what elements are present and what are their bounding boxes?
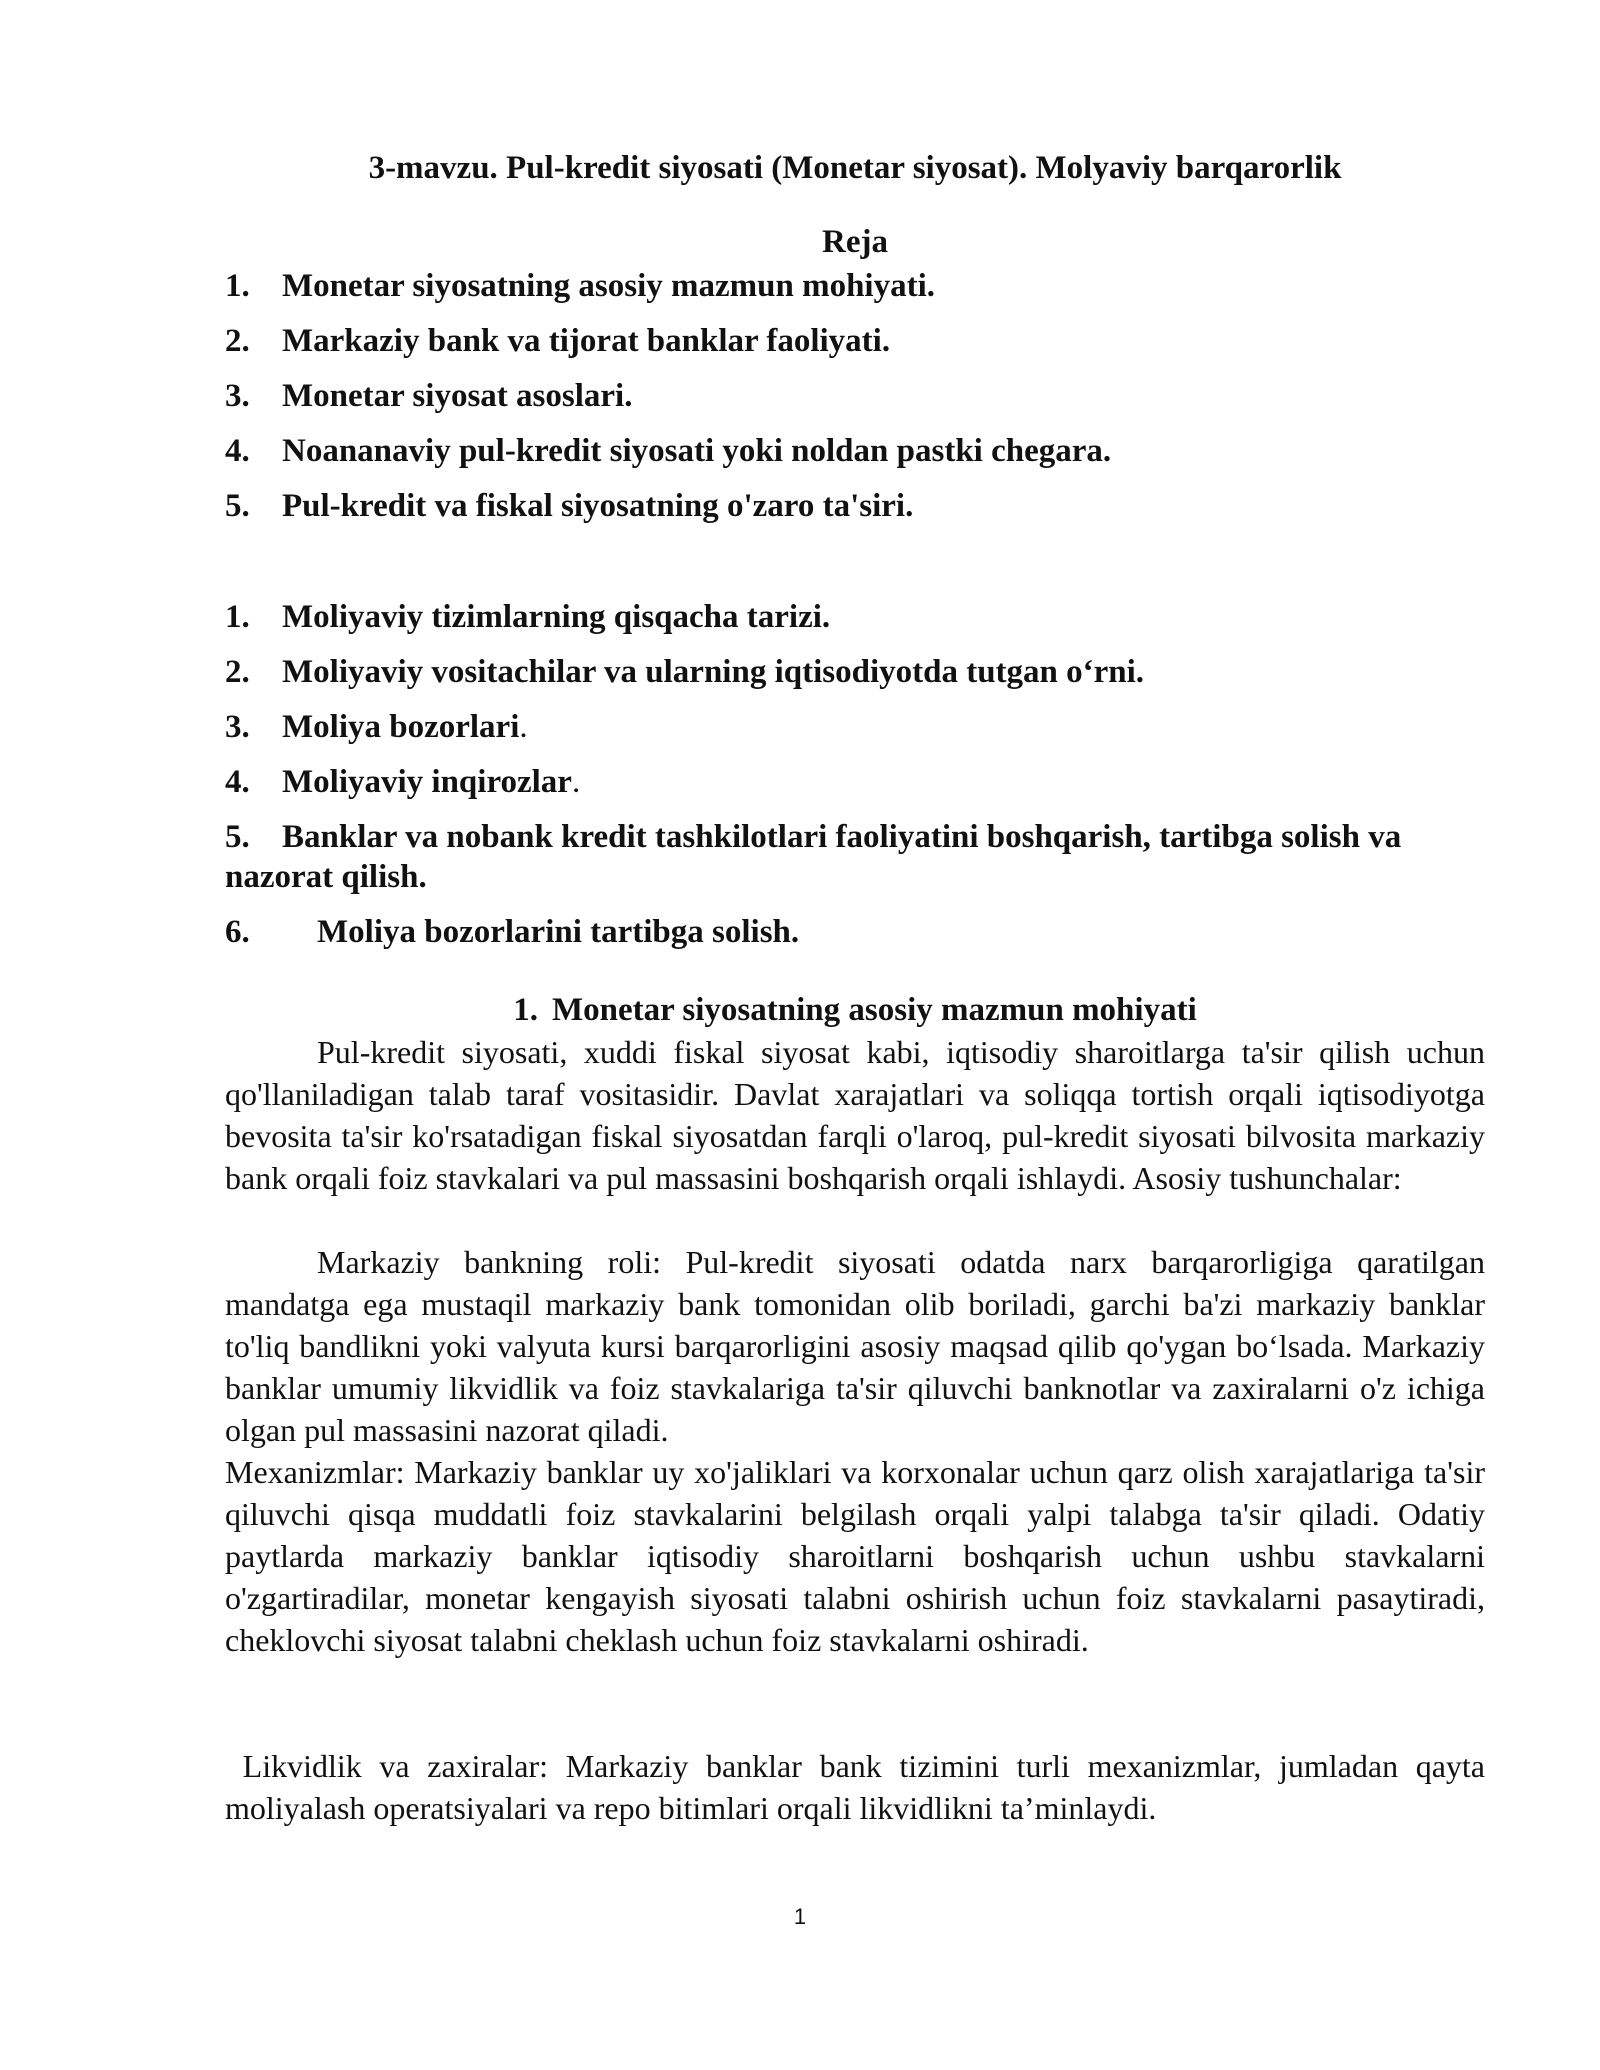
list-item-number: 3. [225,709,250,745]
list-item-number: 4. [225,433,250,469]
list-item [225,652,1485,707]
list-item-number: 6. [225,914,250,950]
list-item-text: Moliyaviy vositachilar va ularning iqtisodiyotda tutgan o‘rni. [282,654,1145,690]
list-item [225,266,1485,321]
list-item-text: Moliya bozorlari. [282,709,528,745]
list-item-number: 2. [225,654,250,690]
section-heading [225,990,1485,1030]
plan-list-financial [225,597,1485,967]
body-paragraph: Markaziy bankning roli: Pul-kredit siyosati odatda narx barqarorligiga qaratilgan mandatga ega mustaqil markaziy bank tomonidan olib boriladi, garchi ba'zi markaziy banklar to'liq bandlikni yoki valyuta kursi barqarorligini asosiy maqsad qilib qo'ygan bo‘lsada. Markaziy banklar umumiy likvidlik va foiz stavkalariga ta'sir qiluvchi banknotlar va zaxiralarni o'z ichiga olgan pul massasini nazorat qiladi. [225,1244,1485,1448]
list-item-text: Moliyaviy inqirozlar. [282,764,581,800]
list-item [225,431,1485,486]
body-paragraph: Pul-kredit siyosati, xuddi fiskal siyosat kabi, iqtisodiy sharoitlarga ta'sir qilish uchun qo'llaniladigan talab taraf vositasidir. Davlat xarajatlari va soliqqa tortish orqali iqtisodiyotga bevosita ta'sir ko'rsatadigan fiskal siyosatdan farqli o'laroq, pul-kredit siyosati bilvosita markaziy bank orqali foiz stavkalari va pul massasini boshqarish orqali ishlaydi. Asosiy tushunchalar: [225,1034,1485,1196]
list-item-text: Markaziy bank va tijorat banklar faoliyati. [282,323,891,359]
document-title: 3-mavzu. Pul-kredit siyosati (Monetar siyosat). Molyaviy barqarorlik [368,150,1342,186]
list-item-text: Monetar siyosat asoslari. [282,378,633,414]
section-heading-text: Monetar siyosatning asosiy mazmun mohiyati [551,992,1197,1028]
list-item-text: Banklar va nobank kredit tashkilotlari faoliyatini boshqarish, tartibga solish va nazorat qilish. [225,819,1402,895]
list-item-text: Moliya bozorlarini tartibga solish. [317,914,800,950]
list-item-number: 5. [225,819,250,855]
plan-heading: Reja [822,224,888,260]
list-item-text: Moliyaviy tizimlarning qisqacha tarizi. [282,599,831,635]
list-item [225,707,1485,762]
list-item-text: Noananaviy pul-kredit siyosati yoki noldan pastki chegara. [282,433,1112,469]
list-item-number: 3. [225,378,250,414]
page-number: 1 [793,1904,807,1929]
list-item [225,912,1485,967]
list-item-text: Pul-kredit va fiskal siyosatning o'zaro ta'siri. [282,488,914,524]
list-item [225,762,1485,817]
list-item-text: Monetar siyosatning asosiy mazmun mohiyati. [282,268,936,304]
list-item-number: 2. [225,323,250,359]
list-item-number: 5. [225,488,250,524]
plan-list-monetary [225,266,1485,541]
list-item [225,817,1485,912]
list-item [225,486,1485,541]
body-paragraph: Mexanizmlar: Markaziy banklar uy xo'jaliklari va korxonalar uchun qarz olish xarajatlariga ta'sir qiluvchi qisqa muddatli foiz stavkalarini belgilash orqali yalpi talabga ta'sir qiladi. Odatiy paytlarda markaziy banklar iqtisodiy sharoitlarni boshqarish uchun ushbu stavkalarni o'zgartiradilar, monetar kengayish siyosati talabni oshirish uchun foiz stavkalarni pasaytiradi, cheklovchi siyosat talabni cheklash uchun foiz stavkalarni oshiradi. [225,1454,1485,1658]
list-item-number: 1. [225,599,250,635]
list-item-number: 1. [225,268,250,304]
section-heading-number: 1. [513,992,538,1028]
body-paragraph: Likvidlik va zaxiralar: Markaziy banklar bank tizimini turli mexanizmlar, jumladan qayta moliyalash operatsiyalari va repo bitimlari orqali likvidlikni ta’minlaydi. [225,1748,1494,1826]
list-item [225,376,1485,431]
list-item [225,321,1485,376]
list-item [225,597,1485,652]
list-item-number: 4. [225,764,250,800]
